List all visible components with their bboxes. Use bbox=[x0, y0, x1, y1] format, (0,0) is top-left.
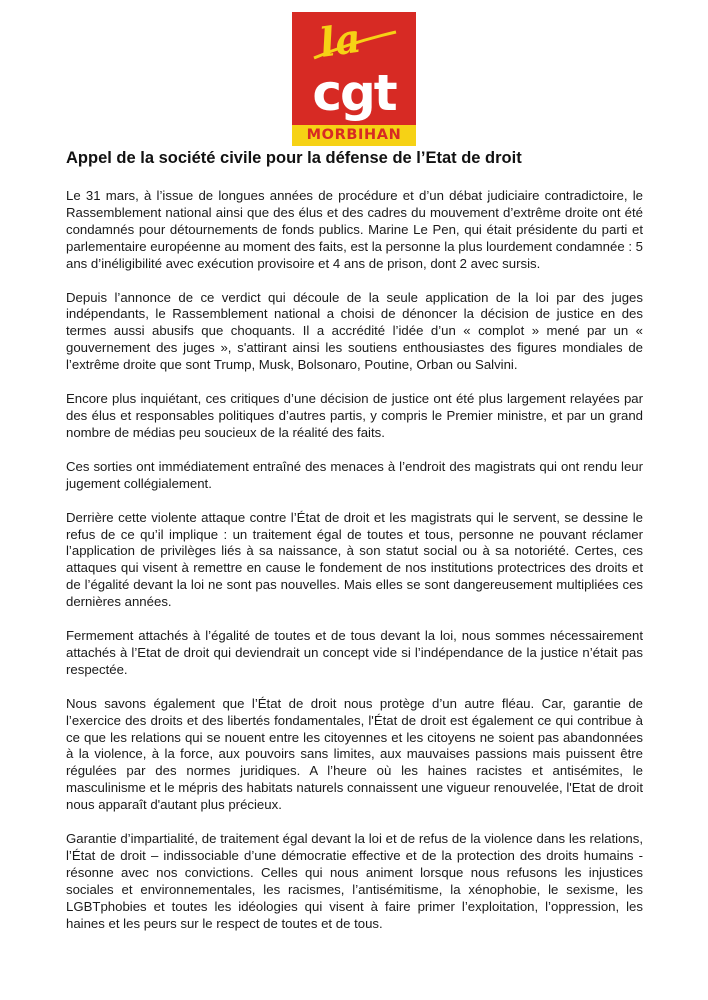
logo-script-text: la bbox=[316, 14, 365, 67]
logo-main-text: cgt bbox=[312, 64, 396, 122]
cgt-morbihan-logo bbox=[292, 12, 416, 144]
paragraph: Encore plus inquiétant, ces critiques d’une décision de justice ont été plus largement relayées par des élus et responsables politiques d’autres partis, y compris le Premier ministre, et par un grand nombre de médias peu soucieux de la réalité des faits. bbox=[66, 391, 643, 440]
paragraph: Fermement attachés à l’égalité de toutes et de tous devant la loi, nous sommes nécessairement attachés à l’Etat de droit qui deviendrait un concept vide si l’indépendance de la justice n’était pas respectée. bbox=[66, 628, 643, 677]
logo-band bbox=[292, 125, 416, 146]
document-body bbox=[66, 188, 643, 950]
logo-band-text: MORBIHAN bbox=[306, 127, 402, 144]
paragraph: Ces sorties ont immédiatement entraîné des menaces à l’endroit des magistrats qui ont rendu leur jugement collégialement. bbox=[66, 458, 643, 491]
paragraph: Depuis l’annonce de ce verdict qui découle de la seule application de la loi par des juges indépendants, le Rassemblement national a choisi de dénoncer la décision de justice en des termes aussi abusifs que choquants. Il a accrédité l’idée d’un « complot » mené par un « gouvernement des juges », s'attirant ainsi les soutiens enthousiastes des figures mondiales de l’extrême droite que sont Trump, Musk, Bolsonaro, Poutine, Orban ou Salvini. bbox=[66, 289, 643, 373]
paragraph: Le 31 mars, à l’issue de longues années de procédure et d’un débat judiciaire contradictoire, le Rassemblement national ainsi que des élus et des cadres du mouvement d’extrême droite ont été condamnés pour détournements de fonds publics. Marine Le Pen, qui était présidente du parti et parlementaire européenne au moment des faits, est la personne la plus lourdement condamnée : 5 ans d’inéligibilité avec exécution provisoire et 4 ans de prison, dont 2 avec sursis. bbox=[66, 188, 643, 271]
paragraph: Garantie d’impartialité, de traitement égal devant la loi et de refus de la violence dans les relations, l’État de droit – indissociable d’une démocratie effective et de la protection des droits humains - résonne avec nos convictions. Celles qui nous animent lorsque nous refusons les injustices sociales et environnementales, les racismes, l’antisémitisme, la xénophobie, le sexisme, les LGBTphobies et toutes les idéologies qui visent à faire primer l’exploitation, l’oppression, les haines et les peurs sur le respect de toutes et de tous. bbox=[66, 831, 643, 931]
document-title: Appel de la société civile pour la défense de l’Etat de droit bbox=[66, 149, 522, 167]
paragraph: Derrière cette violente attaque contre l’État de droit et les magistrats qui le servent, se dessine le refus de ce qu’il implique : un traitement égal de toutes et tous, personne ne pouvant réclamer l’application de privilèges liés à sa naissance, à son statut social ou à sa notoriété. Certes, ces attaques qui visent à remettre en cause le fondement de nos institutions protectrices des droits et de l’égalité devant la loi ne sont pas nouvelles. Mais elles se sont dangereusement multipliées ces dernières années. bbox=[66, 509, 643, 610]
paragraph: Nous savons également que l’État de droit nous protège d’un autre fléau. Car, garantie de l’exercice des droits et des libertés fondamentales, l'État de droit est également ce qui contribue à ce que les relations qui se nouent entre les citoyennes et les citoyens ne soient pas abandonnées à la violence, à la force, aux pouvoirs sans limites, aux mauvaises passions mais puissent être régulées par des normes juridiques. A l’heure où les haines racistes et antisémites, le masculinisme et le mépris des habitats naturels connaissent une vigueur renouvelée, l'Etat de droit nous apparaît d'autant plus précieux. bbox=[66, 695, 643, 813]
cgt-logo-graphic bbox=[292, 12, 416, 125]
